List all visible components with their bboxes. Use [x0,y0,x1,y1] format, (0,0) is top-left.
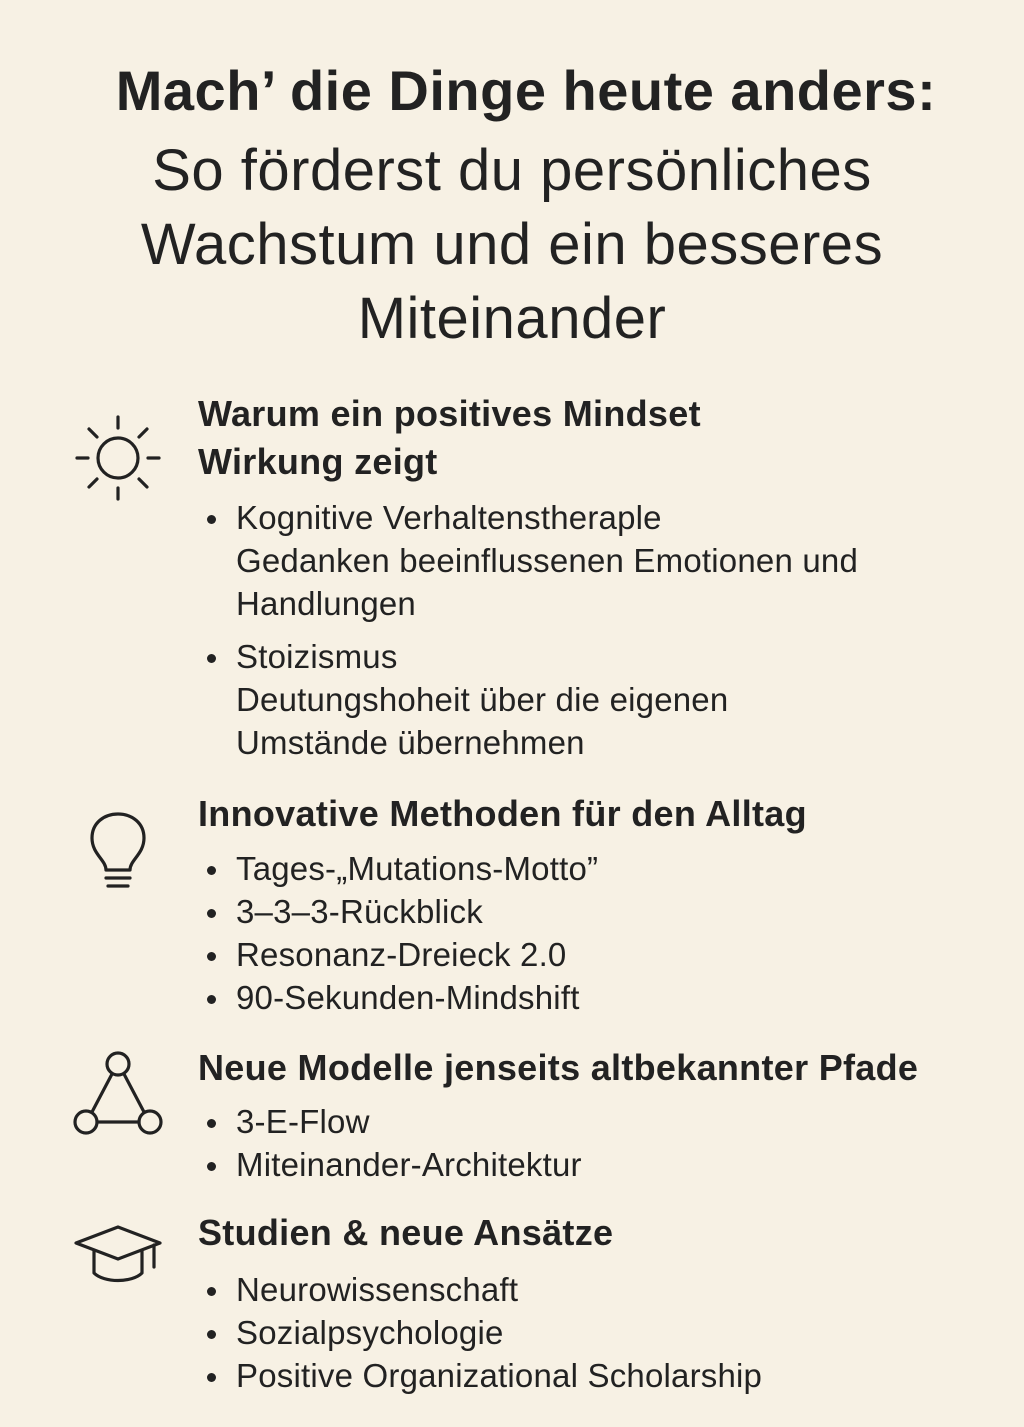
list-item [198,1268,998,1311]
list-item [198,1100,998,1143]
title-line: Wachstum und ein besseres [140,212,884,277]
list-item [198,1354,998,1397]
list-item [198,847,998,890]
item-line: Kognitive Verhaltenstheraple [236,499,662,536]
section-heading [198,1044,1018,1092]
heading-line: Wirkung zeigt [198,441,438,482]
lightbulb-icon [70,806,166,902]
heading-line: Warum ein positives Mindset [198,393,701,434]
list-item [198,1311,998,1354]
item-line: Resonanz-Dreieck 2.0 [236,936,567,973]
item-line: 90-Sekunden-Mindshift [236,979,580,1016]
list-item [198,976,998,1019]
section-heading [198,390,1018,486]
item-line: 3–3–3-Rückblick [236,893,483,930]
triangle-network-icon [70,1046,166,1142]
bullet-list [198,496,998,764]
bullet-list [198,1268,998,1397]
list-item [198,1143,998,1186]
title-line: Miteinander [357,286,667,351]
section-heading [198,790,1018,838]
bullet-list [198,847,998,1019]
item-line: Gedanken beeinflussenen Emotionen und [236,542,859,579]
page-title [30,134,994,356]
graduation-cap-icon [70,1211,166,1307]
heading-line: Studien & neue Ansätze [198,1212,614,1253]
list-item [198,635,998,764]
list-item [198,890,998,933]
heading-line: Neue Modelle jenseits altbekannter Pfade [198,1047,919,1088]
item-line: Neurowissenschaft [236,1271,519,1308]
item-line: Sozialpsychologie [236,1314,504,1351]
item-line: Deutungshoheit über die eigenen [236,681,729,718]
item-line: 3-E-Flow [236,1103,370,1140]
heading-line: Innovative Methoden für den Alltag [198,793,807,834]
item-line: Tages-„Mutations-Motto” [236,850,599,887]
list-item [198,933,998,976]
list-item [198,496,998,625]
title-line: So förderst du persönliches [152,138,872,203]
item-line: Miteinander-Architektur [236,1146,582,1183]
item-line: Handlungen [236,585,416,622]
sun-icon [70,410,166,506]
item-line: Positive Organizational Scholarship [236,1357,763,1394]
item-line: Umstände übernehmen [236,724,585,761]
page-title-bold: Mach’ die Dinge heute anders: [115,59,937,122]
item-line: Stoizismus [236,638,398,675]
section-heading [198,1209,1018,1257]
bullet-list [198,1100,998,1186]
